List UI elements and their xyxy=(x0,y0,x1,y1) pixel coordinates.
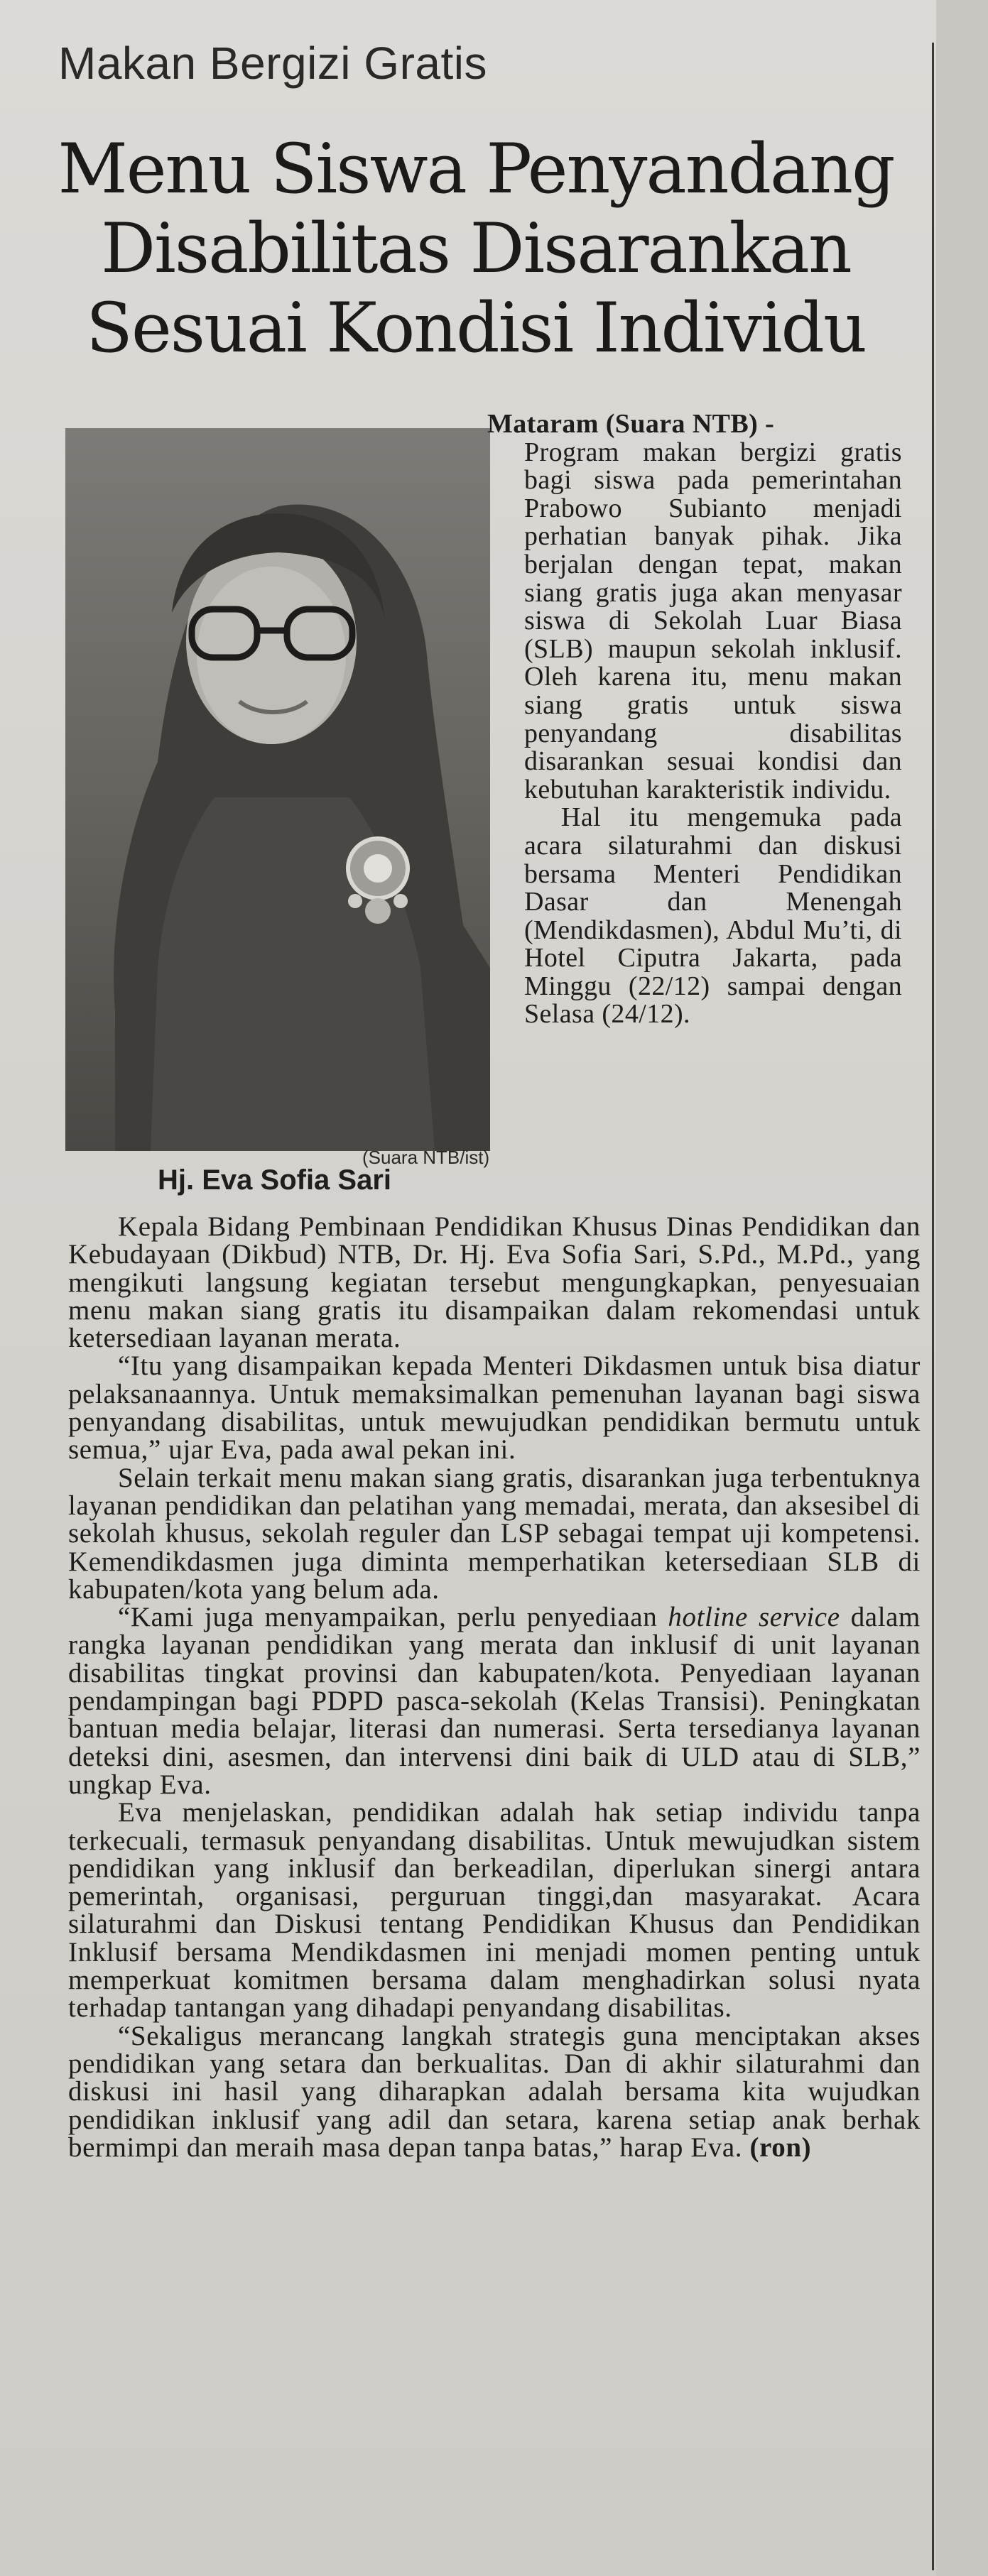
paragraph-4: “Itu yang disampaikan kepada Menteri Dikdasmen untuk bisa diatur pelaksanaannya. Untuk memaksimalkan pemenuhan layanan bagi siswa penyandang disabilitas, untuk mewujudkan pendidikan bermutu untuk semua,” ujar Eva, pada awal pekan ini. xyxy=(68,1350,921,1466)
article-body xyxy=(68,1213,921,2161)
paragraph-8-text: “Sekaligus merancang langkah strategis guna menciptakan akses pendidikan yang setara dan berkualitas. Dan di akhir silaturahmi dan diskusi ini hasil yang diharapkan adalah bersama kita wujudkan pendidikan inklusif yang adil dan setara, karena setiap anak berhak bermimpi dan meraih masa depan tanpa batas,” harap Eva. xyxy=(68,2020,921,2163)
paragraph-6-start: “Kami juga menyampaikan, perlu penyediaan xyxy=(118,1602,668,1633)
portrait-photo xyxy=(65,428,490,1151)
paragraph-6-emphasis: hotline service xyxy=(668,1602,840,1633)
author-signoff: (ron) xyxy=(749,2132,812,2163)
headline: Menu Siswa Penyandang Disabilitas Disarankan Sesuai Kondisi Individu xyxy=(58,129,894,368)
paragraph-2: Hal itu mengemuka pada acara silaturahmi dan diskusi bersama Menteri Pendidikan Dasar dan Menengah (Mendikdasmen), Abdul Mu’ti, di Hotel Ciputra Jakarta, pada Minggu (22/12) sampai dengan Selasa (24/12). xyxy=(524,802,902,1030)
article-column-top xyxy=(487,409,902,1030)
photo-credit: (Suara NTB/ist) xyxy=(362,1147,490,1168)
portrait-illustration xyxy=(65,428,490,1151)
column-rule xyxy=(932,43,934,2570)
adjacent-column-edge xyxy=(936,0,988,2576)
paragraph-8 xyxy=(68,2022,921,2161)
photo-caption: Hj. Eva Sofia Sari xyxy=(158,1164,392,1196)
paragraph-5: Selain terkait menu makan siang gratis, disarankan juga terbentuknya layanan pendidikan dan pelatihan yang memadai, merata, dan aksesibel di sekolah khusus, sekolah reguler dan LSP sebagai tempat uji kompetensi. Kemendikdasmen juga diminta memperhatikan ketersediaan SLB di kabupaten/kota yang belum ada. xyxy=(68,1462,921,1605)
lead-text: Program makan bergizi gratis bagi siswa pada pemerintahan Prabowo Subianto menjadi perhatian banyak pihak. Jika berjalan dengan tepat, makan siang gratis juga akan menyasar siswa di Sekolah Luar Biasa (SLB) maupun sekolah inklusif. Oleh karena itu, menu makan siang gratis untuk siswa penyandang disabilitas disarankan sesuai kondisi dan kebutuhan karakteristik individu. xyxy=(524,437,902,804)
kicker: Makan Bergizi Gratis xyxy=(58,38,487,89)
lead-paragraph xyxy=(487,409,902,804)
dateline: Mataram (Suara NTB) - xyxy=(487,409,775,439)
paragraph-6-end: dalam rangka layanan pendidikan yang merata dan inklusif di unit layanan disabilitas tingkat provinsi dan kabupaten/kota. Penyediaan layanan pendampingan bagi PDPD pasca-sekolah (Kelas Transisi). Peningkatan bantuan media belajar, literasi dan numerasi. Serta tersedianya layanan deteksi dini, asesmen, dan intervensi dini baik di ULD atau di SLB,” ungkap Eva. xyxy=(68,1602,921,1800)
paragraph-6 xyxy=(68,1603,921,1799)
paragraph-3: Kepala Bidang Pembinaan Pendidikan Khusus Dinas Pendidikan dan Kebudayaan (Dikbud) NTB, Dr. Hj. Eva Sofia Sari, S.Pd., M.Pd., yang mengikuti langsung kegiatan tersebut mengungkapkan, penyesuaian menu makan siang gratis itu disampaikan dalam rekomendasi untuk ketersediaan layanan merata. xyxy=(68,1211,921,1354)
paragraph-7: Eva menjelaskan, pendidikan adalah hak setiap individu tanpa terkecuali, termasuk penyandang disabilitas. Untuk mewujudkan sistem pendidikan yang inklusif dan berkeadilan, diperlukan sinergi antara pemerintah, organisasi, perguruan tinggi,dan masyarakat. Acara silaturahmi dan Diskusi tentang Pendidikan Khusus dan Pendidikan Inklusif bersama Mendikdasmen ini menjadi momen penting untuk memperkuat komitmen bersama dalam menghadirkan solusi nyata terhadap tantangan yang dihadapi penyandang disabilitas. xyxy=(68,1797,921,2024)
